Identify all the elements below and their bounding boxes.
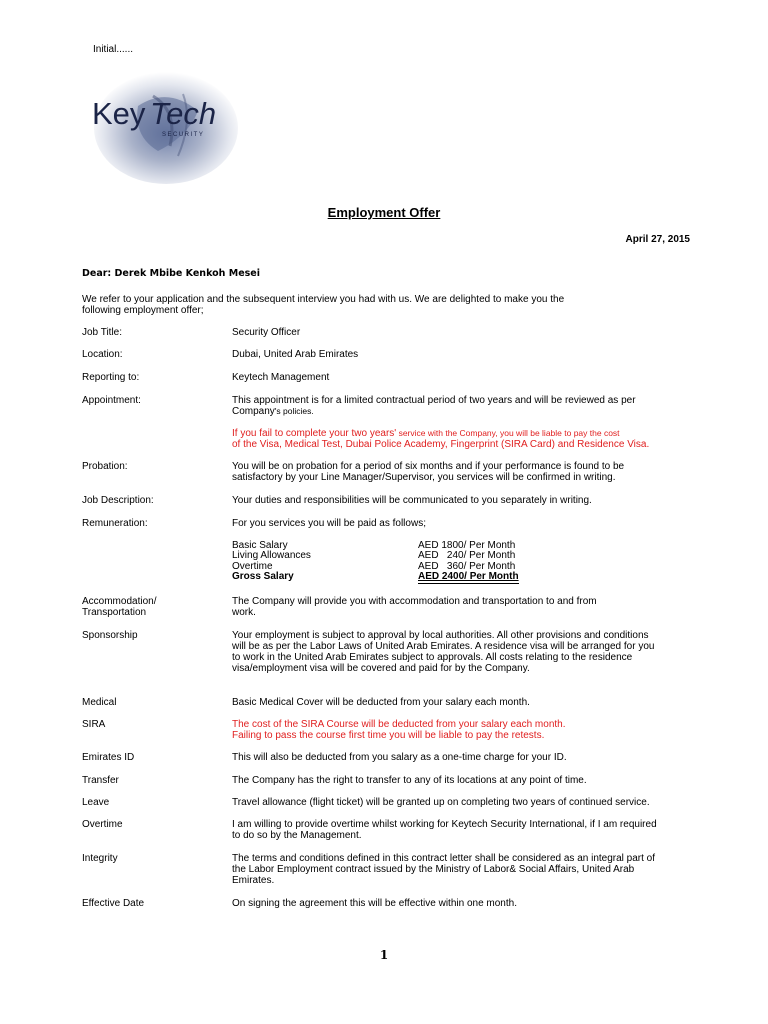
intro-line-1: We refer to your application and the subsequent interview you had with us. We are delighted to make you the [82,294,565,305]
overtime-line-2: to do so by the Management. [232,830,362,841]
appointment-value [232,395,702,450]
probation-line-1: You will be on probation for a period of six months and if your performance is found to be [232,461,625,472]
accommodation-label-line-2: Transportation [82,607,147,618]
appointment-line-1: This appointment is for a limited contractual period of two years and will be reviewed as per [232,395,636,406]
integrity-line-3: Emirates. [232,875,275,886]
location-label: Location: [82,349,123,360]
appointment-warning-line-2: of the Visa, Medical Test, Dubai Police Academy, Fingerprint (SIRA Card) and Residence Visa. [232,439,650,450]
accommodation-label [82,596,222,618]
sponsorship-line-4: visa/employment visa will be covered and paid for by the Company. [232,663,530,674]
probation-value [232,461,702,483]
accommodation-line-1: The Company will provide you with accommodation and transportation to and from [232,596,597,607]
transfer-value: The Company has the right to transfer to any of its locations at any point of time. [232,775,587,786]
effective-date-label: Effective Date [82,898,145,909]
integrity-line-2: the Labor Employment contract issued by the Ministry of Labor& Social Affairs, United Arab [232,864,635,875]
job-title-label: Job Title: [82,327,123,338]
salary-item [232,550,532,560]
appointment-label: Appointment: [82,395,141,406]
sira-line-1: The cost of the SIRA Course will be deducted from your salary each month. [232,719,566,730]
appointment-warning-line-1 [232,428,702,439]
salary-item-name: Overtime [232,560,273,572]
logo-text-tech: Tech [150,96,217,131]
salary-item-amount: AED 360/ Per Month [418,560,516,572]
overtime-value [232,819,702,841]
sira-line-2: Failing to pass the course first time you will be liable to pay the retests. [232,730,545,741]
company-logo [78,66,248,186]
gross-salary-name: Gross Salary [232,571,294,583]
salary-breakdown [232,540,532,582]
integrity-label: Integrity [82,853,118,864]
overtime-label: Overtime [82,819,123,830]
salutation: Dear: Derek Mbibe Kenkoh Mesei [82,268,260,279]
sira-value [232,719,702,741]
page-number: 1 [379,948,389,962]
job-description-label: Job Description: [82,495,154,506]
salary-item [232,561,532,571]
sponsorship-line-2: will be as per the Labor Laws of United Arab Emirates. A residence visa will be arranged for you [232,641,655,652]
medical-label: Medical [82,697,117,708]
salary-item [232,540,532,550]
sponsorship-label: Sponsorship [82,630,138,641]
salary-item-name: Basic Salary [232,540,288,551]
sponsorship-value [232,630,702,674]
emirates-id-value: This will also be deducted from you salary as a one-time charge for your ID. [232,752,567,763]
reporting-value: Keytech Management [232,372,330,383]
job-title-value: Security Officer [232,327,301,338]
appointment-warning-a: If you fail to complete your two years' [232,428,397,439]
job-description-value: Your duties and responsibilities will be communicated to you separately in writing. [232,495,592,506]
appointment-warning-b: service with the Company, you will be liable to pay the cost [396,428,620,438]
integrity-value [232,853,702,886]
sponsorship-line-1: Your employment is subject to approval by local authorities. All other provisions and conditions [232,630,649,641]
reporting-label: Reporting to: [82,372,140,383]
remuneration-label: Remuneration: [82,518,148,529]
salary-item-name: Living Allowances [232,550,311,562]
leave-value: Travel allowance (flight ticket) will be granted up on completing two years of continued service. [232,797,650,808]
effective-date-value: On signing the agreement this will be effective within one month. [232,898,517,909]
accommodation-label-line-1: Accommodation/ [82,596,157,607]
salary-item-amount: AED 1800/ Per Month [418,540,516,551]
logo-tagline: SECURITY [162,132,205,138]
gross-salary-amount: AED 2400/ Per Month [418,571,519,583]
gross-salary-row [232,571,532,581]
sponsorship-line-3: to work in the United Arab Emirates subject to approvals. All costs relating to the residence [232,652,633,663]
appointment-policies: 's policies. [274,406,314,416]
probation-line-2: satisfactory by your Line Manager/Supervisor, you services will be confirmed in writing. [232,472,616,483]
remuneration-value: For you services you will be paid as follows; [232,518,426,529]
accommodation-line-2: work. [232,607,256,618]
appointment-line-2 [232,406,702,417]
offer-date: April 27, 2015 [625,234,690,245]
intro-line-2: following employment offer; [82,305,204,316]
logo-text-key: Key [92,96,146,131]
sira-label: SIRA [82,719,106,730]
document-title: Employment Offer [327,205,441,220]
keytech-logo-graphic [78,66,248,186]
appointment-company: Company [232,406,275,417]
salary-item-amount: AED 240/ Per Month [418,550,516,562]
medical-value: Basic Medical Cover will be deducted from your salary each month. [232,697,530,708]
integrity-line-1: The terms and conditions defined in this contract letter shall be considered as an integral part of [232,853,656,864]
location-value: Dubai, United Arab Emirates [232,349,359,360]
overtime-line-1: I am willing to provide overtime whilst working for Keytech Security International, if I am required [232,819,657,830]
probation-label: Probation: [82,461,128,472]
leave-label: Leave [82,797,110,808]
initial-line: Initial...... [93,44,134,55]
emirates-id-label: Emirates ID [82,752,135,763]
transfer-label: Transfer [82,775,119,786]
intro-paragraph [82,294,642,316]
accommodation-value [232,596,702,618]
